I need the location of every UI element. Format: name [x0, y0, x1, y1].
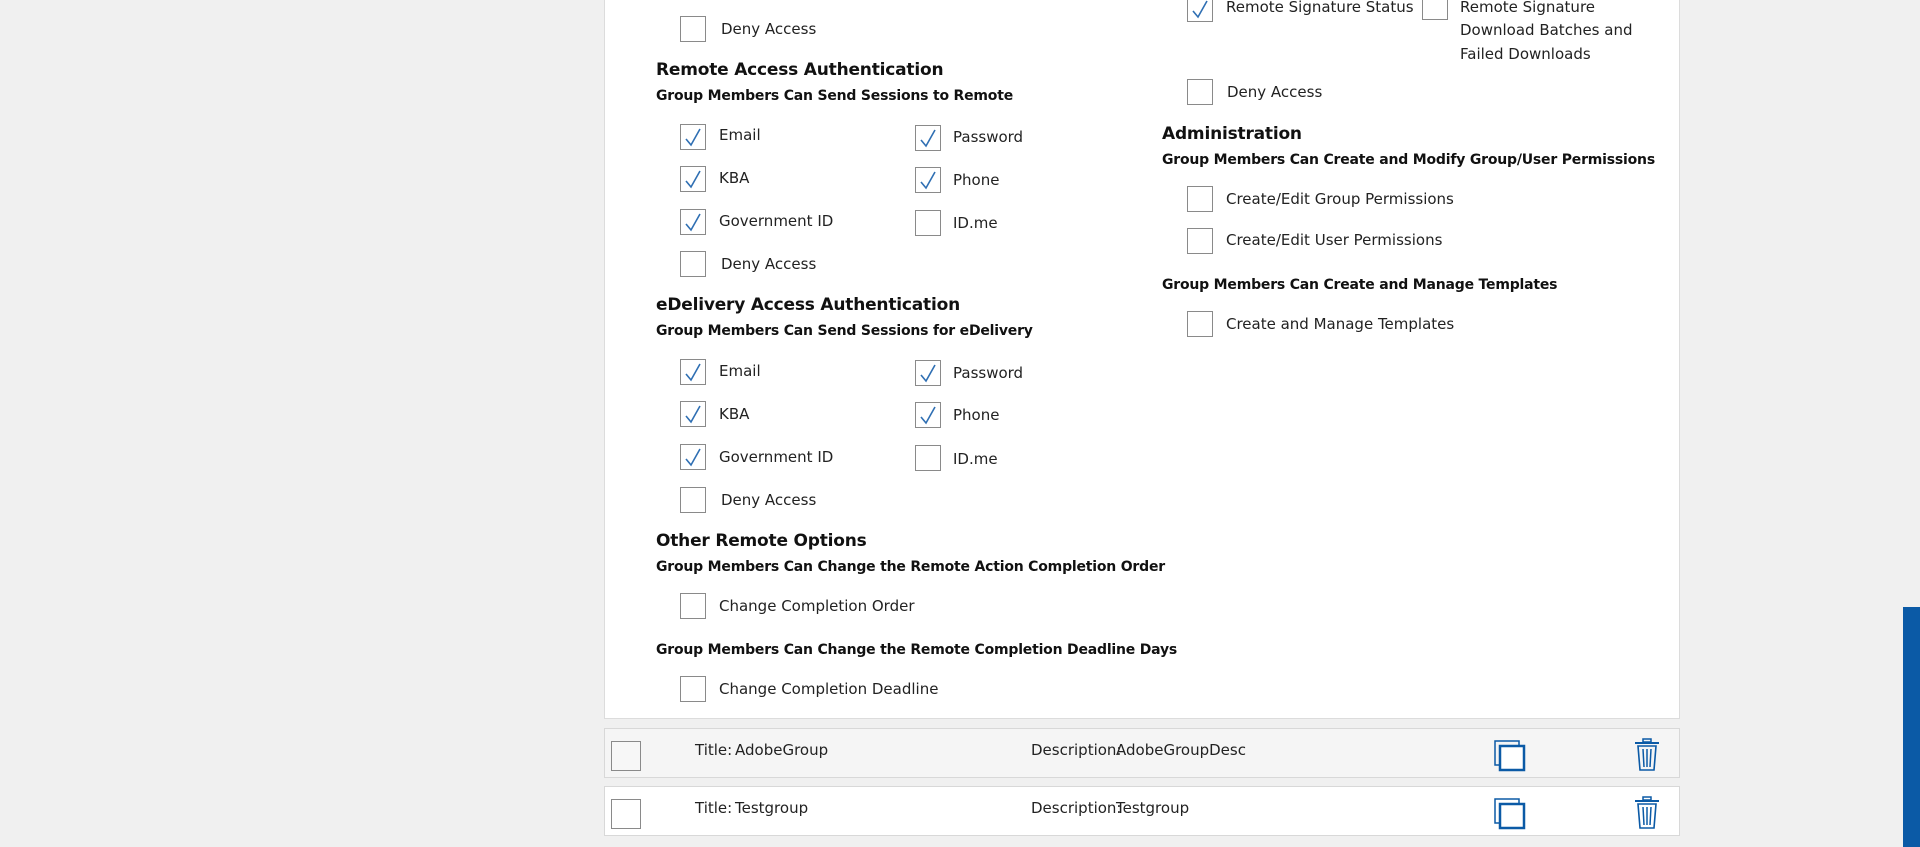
check-icon — [684, 127, 702, 147]
edelivery-access-subtitle: Group Members Can Send Sessions for eDelivery — [656, 323, 1033, 339]
check-icon — [919, 170, 937, 190]
administration-title: Administration — [1162, 124, 1302, 144]
edelivery-email-checkbox[interactable] — [680, 359, 706, 385]
change-completion-order-checkbox[interactable] — [680, 593, 706, 619]
other-remote-title: Other Remote Options — [656, 531, 867, 551]
group-description: Testgroup — [1116, 799, 1190, 817]
create-manage-templates-label: Create and Manage Templates — [1226, 315, 1455, 333]
group-title: Testgroup — [735, 799, 809, 817]
check-icon — [919, 405, 937, 425]
change-completion-deadline-checkbox[interactable] — [680, 676, 706, 702]
edelivery-deny-checkbox[interactable] — [680, 487, 706, 513]
edelivery-phone-checkbox[interactable] — [915, 402, 941, 428]
edelivery-access-title: eDelivery Access Authentication — [656, 295, 960, 315]
check-icon — [684, 447, 702, 467]
check-icon — [684, 362, 702, 382]
edelivery-deny-label: Deny Access — [721, 491, 817, 509]
remote-idme-label: ID.me — [953, 214, 998, 232]
change-completion-deadline-label: Change Completion Deadline — [719, 680, 939, 698]
create-manage-templates-checkbox[interactable] — [1187, 311, 1213, 337]
edelivery-government-id-checkbox[interactable] — [680, 444, 706, 470]
create-edit-group-permissions-checkbox[interactable] — [1187, 186, 1213, 212]
group-description: AdobeGroupDesc — [1116, 741, 1246, 759]
remote-phone-label: Phone — [953, 171, 1000, 189]
check-icon — [684, 212, 702, 232]
group-row[interactable] — [604, 786, 1680, 836]
edelivery-password-checkbox[interactable] — [915, 360, 941, 386]
remote-kba-checkbox[interactable] — [680, 166, 706, 192]
check-icon — [1191, 0, 1209, 19]
templates-subtitle: Group Members Can Create and Manage Templates — [1162, 277, 1558, 293]
deadline-subtitle: Group Members Can Change the Remote Completion Deadline Days — [656, 642, 1178, 658]
group-title: AdobeGroup — [735, 741, 829, 759]
edelivery-kba-label: KBA — [719, 405, 750, 423]
create-edit-user-permissions-checkbox[interactable] — [1187, 228, 1213, 254]
remote-idme-checkbox[interactable] — [915, 210, 941, 236]
remote-access-subtitle: Group Members Can Send Sessions to Remote — [656, 88, 1014, 104]
edelivery-password-label: Password — [953, 364, 1024, 382]
remote-signature-download-label-3: Failed Downloads — [1460, 45, 1591, 63]
remote-signature-download-label-1: Remote Signature — [1460, 0, 1596, 16]
edelivery-idme-label: ID.me — [953, 450, 998, 468]
remote-phone-checkbox[interactable] — [915, 167, 941, 193]
create-edit-user-permissions-label: Create/Edit User Permissions — [1226, 231, 1443, 249]
remote-deny-checkbox[interactable] — [680, 251, 706, 277]
right-deny-checkbox[interactable] — [1187, 79, 1213, 105]
remote-signature-download-label-2: Download Batches and — [1460, 21, 1633, 39]
group-row-select-checkbox[interactable] — [611, 799, 641, 829]
check-icon — [919, 363, 937, 383]
remote-email-checkbox[interactable] — [680, 124, 706, 150]
remote-signature-status-checkbox[interactable] — [1187, 0, 1213, 22]
group-description-label: Description: — [1031, 741, 1122, 759]
order-subtitle: Group Members Can Change the Remote Action Completion Order — [656, 559, 1165, 575]
remote-password-checkbox[interactable] — [915, 125, 941, 151]
scrollbar-thumb[interactable] — [1903, 607, 1920, 847]
remote-signature-status-label: Remote Signature Status — [1226, 0, 1414, 16]
remote-deny-label: Deny Access — [721, 255, 817, 273]
trash-icon[interactable] — [1633, 796, 1661, 830]
administration-subtitle: Group Members Can Create and Modify Group/User Permissions — [1162, 152, 1655, 168]
edelivery-government-id-label: Government ID — [719, 448, 834, 466]
group-description-label: Description: — [1031, 799, 1122, 817]
edelivery-phone-label: Phone — [953, 406, 1000, 424]
check-icon — [684, 404, 702, 424]
remote-email-label: Email — [719, 126, 761, 144]
remote-government-id-label: Government ID — [719, 212, 834, 230]
top-deny-label: Deny Access — [721, 20, 817, 38]
edelivery-email-label: Email — [719, 362, 761, 380]
group-row[interactable] — [604, 728, 1680, 778]
change-completion-order-label: Change Completion Order — [719, 597, 915, 615]
remote-access-title: Remote Access Authentication — [656, 60, 944, 80]
edelivery-idme-checkbox[interactable] — [915, 445, 941, 471]
check-icon — [919, 128, 937, 148]
remote-government-id-checkbox[interactable] — [680, 209, 706, 235]
group-row-select-checkbox[interactable] — [611, 741, 641, 771]
group-title-label: Title: — [695, 799, 733, 817]
remote-signature-download-checkbox[interactable] — [1422, 0, 1448, 20]
trash-icon[interactable] — [1633, 738, 1661, 772]
top-deny-checkbox[interactable] — [680, 16, 706, 42]
remote-kba-label: KBA — [719, 169, 750, 187]
remote-password-label: Password — [953, 128, 1024, 146]
copy-icon[interactable] — [1493, 797, 1527, 831]
edelivery-kba-checkbox[interactable] — [680, 401, 706, 427]
right-deny-label: Deny Access — [1227, 83, 1323, 101]
create-edit-group-permissions-label: Create/Edit Group Permissions — [1226, 190, 1454, 208]
check-icon — [684, 169, 702, 189]
group-title-label: Title: — [695, 741, 733, 759]
copy-icon[interactable] — [1493, 739, 1527, 773]
